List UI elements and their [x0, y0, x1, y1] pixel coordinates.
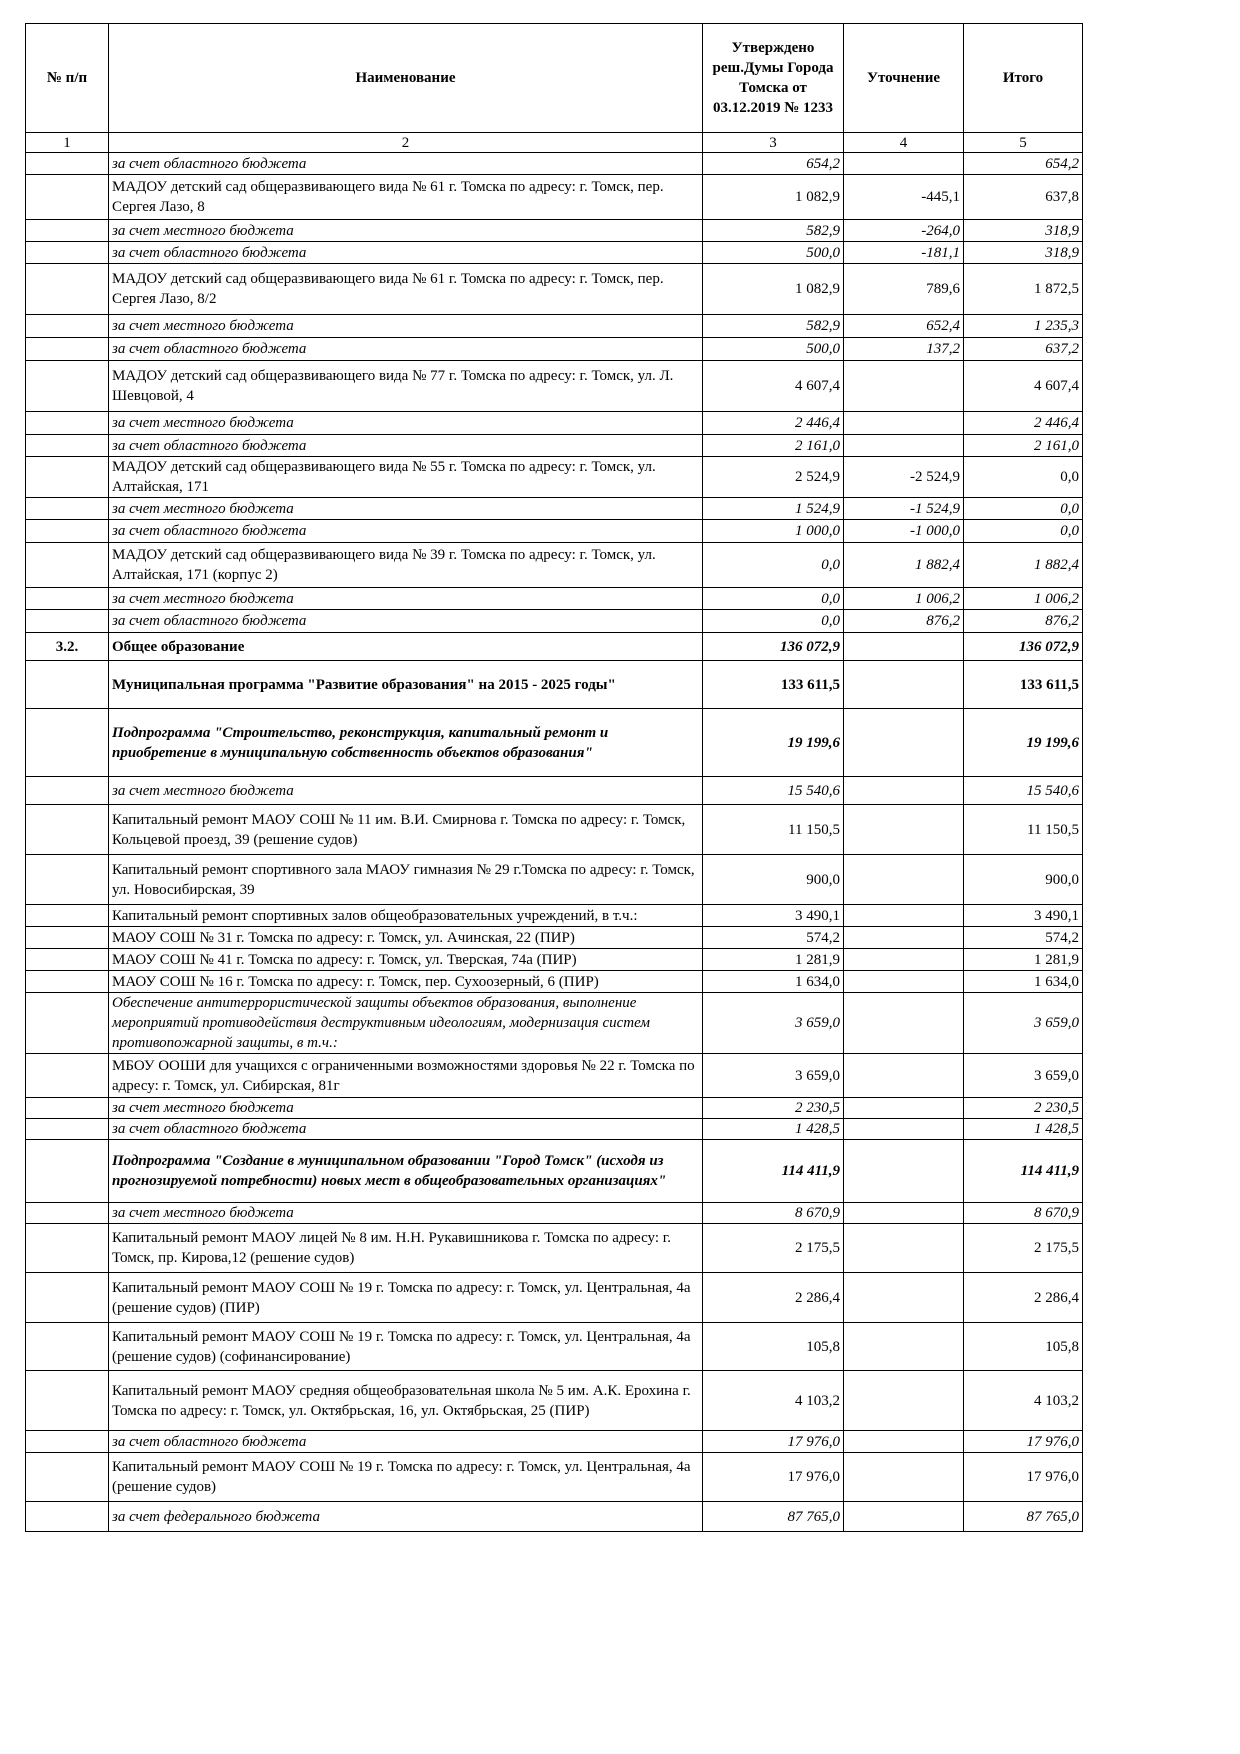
table-row	[26, 220, 1083, 242]
table-row	[26, 1453, 1083, 1502]
total-amount: 1 281,9	[964, 949, 1083, 971]
approved-amount: 574,2	[703, 927, 844, 949]
total-amount: 0,0	[964, 520, 1083, 543]
row-number	[26, 412, 109, 435]
row-name: Общее образование	[109, 633, 703, 661]
change-amount	[844, 1502, 964, 1532]
table-row	[26, 435, 1083, 457]
row-number	[26, 1431, 109, 1453]
table-row	[26, 1273, 1083, 1323]
approved-amount: 3 490,1	[703, 905, 844, 927]
approved-amount: 2 230,5	[703, 1098, 844, 1119]
row-number	[26, 1371, 109, 1431]
approved-amount: 2 161,0	[703, 435, 844, 457]
approved-amount: 1 000,0	[703, 520, 844, 543]
row-number	[26, 949, 109, 971]
row-number	[26, 520, 109, 543]
table-row	[26, 264, 1083, 315]
change-amount: 789,6	[844, 264, 964, 315]
total-amount: 2 175,5	[964, 1224, 1083, 1273]
total-amount: 1 882,4	[964, 543, 1083, 588]
total-amount: 114 411,9	[964, 1140, 1083, 1203]
table-row	[26, 927, 1083, 949]
total-amount: 1 235,3	[964, 315, 1083, 338]
row-number	[26, 1203, 109, 1224]
row-number	[26, 153, 109, 175]
approved-amount: 1 281,9	[703, 949, 844, 971]
total-amount: 17 976,0	[964, 1431, 1083, 1453]
table-row	[26, 153, 1083, 175]
table-row	[26, 1054, 1083, 1098]
approved-amount: 3 659,0	[703, 993, 844, 1054]
row-number	[26, 971, 109, 993]
total-amount: 2 446,4	[964, 412, 1083, 435]
approved-amount: 2 175,5	[703, 1224, 844, 1273]
total-amount: 900,0	[964, 855, 1083, 905]
change-amount	[844, 1054, 964, 1098]
total-amount: 318,9	[964, 220, 1083, 242]
table-row	[26, 1119, 1083, 1140]
approved-amount: 500,0	[703, 242, 844, 264]
approved-amount: 15 540,6	[703, 777, 844, 805]
change-amount	[844, 153, 964, 175]
row-number	[26, 435, 109, 457]
table-row	[26, 1323, 1083, 1371]
row-name: МАДОУ детский сад общеразвивающего вида № 77 г. Томска по адресу: г. Томск, ул. Л. Шевцовой, 4	[109, 361, 703, 412]
table-row	[26, 777, 1083, 805]
total-amount: 1 634,0	[964, 971, 1083, 993]
row-number	[26, 543, 109, 588]
table-row	[26, 709, 1083, 777]
row-number	[26, 175, 109, 220]
table-row	[26, 361, 1083, 412]
header-approved: Утверждено реш.Думы Города Томска от 03.12.2019 № 1233	[703, 24, 844, 133]
table-row	[26, 610, 1083, 633]
total-amount: 1 872,5	[964, 264, 1083, 315]
row-name: за счет областного бюджета	[109, 435, 703, 457]
change-amount	[844, 1273, 964, 1323]
row-name: Капитальный ремонт МАОУ средняя общеобразовательная школа № 5 им. А.К. Ерохина г. Томска по адресу: г. Томск, ул. Октябрьская, 16, ул. Октябрьская, 25 (ПИР)	[109, 1371, 703, 1431]
change-amount	[844, 661, 964, 709]
row-number	[26, 927, 109, 949]
table-row	[26, 498, 1083, 520]
total-amount: 19 199,6	[964, 709, 1083, 777]
row-number	[26, 498, 109, 520]
approved-amount: 8 670,9	[703, 1203, 844, 1224]
row-number	[26, 1119, 109, 1140]
change-amount	[844, 805, 964, 855]
row-name: Капитальный ремонт спортивных залов общеобразовательных учреждений, в т.ч.:	[109, 905, 703, 927]
row-number: 3.2.	[26, 633, 109, 661]
row-name: Капитальный ремонт МАОУ СОШ № 19 г. Томска по адресу: г. Томск, ул. Центральная, 4а (решение судов) (ПИР)	[109, 1273, 703, 1323]
approved-amount: 500,0	[703, 338, 844, 361]
approved-amount: 3 659,0	[703, 1054, 844, 1098]
total-amount: 318,9	[964, 242, 1083, 264]
approved-amount: 2 446,4	[703, 412, 844, 435]
approved-amount: 654,2	[703, 153, 844, 175]
row-number	[26, 1453, 109, 1502]
row-name: за счет областного бюджета	[109, 153, 703, 175]
row-number	[26, 610, 109, 633]
approved-amount: 4 607,4	[703, 361, 844, 412]
change-amount: -445,1	[844, 175, 964, 220]
table-row	[26, 905, 1083, 927]
table-row	[26, 993, 1083, 1054]
change-amount	[844, 709, 964, 777]
budget-table	[25, 23, 1083, 1532]
row-number	[26, 457, 109, 498]
total-amount: 8 670,9	[964, 1203, 1083, 1224]
table-row	[26, 412, 1083, 435]
row-name: за счет областного бюджета	[109, 610, 703, 633]
change-amount	[844, 1224, 964, 1273]
row-number	[26, 1098, 109, 1119]
row-name: за счет областного бюджета	[109, 1119, 703, 1140]
table-row	[26, 1140, 1083, 1203]
row-name: МАДОУ детский сад общеразвивающего вида № 61 г. Томска по адресу: г. Томск, пер. Сергея Лазо, 8	[109, 175, 703, 220]
total-amount: 11 150,5	[964, 805, 1083, 855]
row-name: за счет областного бюджета	[109, 242, 703, 264]
row-name: за счет областного бюджета	[109, 1431, 703, 1453]
row-number	[26, 777, 109, 805]
change-amount	[844, 435, 964, 457]
row-number	[26, 1054, 109, 1098]
row-name: МАОУ СОШ № 41 г. Томска по адресу: г. Томск, ул. Тверская, 74а (ПИР)	[109, 949, 703, 971]
change-amount	[844, 361, 964, 412]
total-amount: 2 230,5	[964, 1098, 1083, 1119]
row-name: за счет областного бюджета	[109, 338, 703, 361]
total-amount: 637,2	[964, 338, 1083, 361]
header-change: Уточнение	[844, 24, 964, 133]
total-amount: 0,0	[964, 457, 1083, 498]
column-number: 3	[703, 133, 844, 153]
total-amount: 876,2	[964, 610, 1083, 633]
approved-amount: 2 524,9	[703, 457, 844, 498]
row-name: за счет федерального бюджета	[109, 1502, 703, 1532]
table-row	[26, 457, 1083, 498]
row-number	[26, 220, 109, 242]
row-name: МАДОУ детский сад общеразвивающего вида № 39 г. Томска по адресу: г. Томск, ул. Алтайская, 171 (корпус 2)	[109, 543, 703, 588]
table-row	[26, 1098, 1083, 1119]
change-amount	[844, 855, 964, 905]
change-amount	[844, 905, 964, 927]
total-amount: 1 428,5	[964, 1119, 1083, 1140]
row-name: Подпрограмма "Создание в муниципальном образовании "Город Томск" (исходя из прогнозируемой потребности) новых мест в общеобразовательных организациях"	[109, 1140, 703, 1203]
change-amount: 1 882,4	[844, 543, 964, 588]
table-row	[26, 949, 1083, 971]
change-amount: -1 524,9	[844, 498, 964, 520]
row-number	[26, 993, 109, 1054]
change-amount	[844, 777, 964, 805]
change-amount: -1 000,0	[844, 520, 964, 543]
approved-amount: 1 524,9	[703, 498, 844, 520]
row-name: за счет местного бюджета	[109, 315, 703, 338]
row-name: Подпрограмма "Строительство, реконструкция, капитальный ремонт и приобретение в муниципальную собственность объектов образования"	[109, 709, 703, 777]
approved-amount: 114 411,9	[703, 1140, 844, 1203]
table-row	[26, 855, 1083, 905]
column-number: 5	[964, 133, 1083, 153]
row-number	[26, 905, 109, 927]
total-amount: 3 490,1	[964, 905, 1083, 927]
table-row	[26, 520, 1083, 543]
row-name: Капитальный ремонт МАОУ СОШ № 19 г. Томска по адресу: г. Томск, ул. Центральная, 4а (решение судов) (софинансирование)	[109, 1323, 703, 1371]
approved-amount: 105,8	[703, 1323, 844, 1371]
column-number: 1	[26, 133, 109, 153]
table-row	[26, 175, 1083, 220]
approved-amount: 11 150,5	[703, 805, 844, 855]
change-amount	[844, 1323, 964, 1371]
table-row	[26, 1203, 1083, 1224]
row-number	[26, 588, 109, 610]
change-amount	[844, 1098, 964, 1119]
table-row	[26, 633, 1083, 661]
table-row	[26, 338, 1083, 361]
total-amount: 87 765,0	[964, 1502, 1083, 1532]
total-amount: 2 161,0	[964, 435, 1083, 457]
row-number	[26, 709, 109, 777]
total-amount: 654,2	[964, 153, 1083, 175]
change-amount: -2 524,9	[844, 457, 964, 498]
row-name: Капитальный ремонт МАОУ СОШ № 19 г. Томска по адресу: г. Томск, ул. Центральная, 4а (решение судов)	[109, 1453, 703, 1502]
row-number	[26, 1140, 109, 1203]
total-amount: 15 540,6	[964, 777, 1083, 805]
approved-amount: 1 634,0	[703, 971, 844, 993]
table-body	[26, 153, 1083, 1532]
row-name: МАДОУ детский сад общеразвивающего вида № 55 г. Томска по адресу: г. Томск, ул. Алтайская, 171	[109, 457, 703, 498]
row-number	[26, 1502, 109, 1532]
row-number	[26, 661, 109, 709]
change-amount: 876,2	[844, 610, 964, 633]
change-amount	[844, 949, 964, 971]
approved-amount: 19 199,6	[703, 709, 844, 777]
total-amount: 133 611,5	[964, 661, 1083, 709]
row-name: МАДОУ детский сад общеразвивающего вида № 61 г. Томска по адресу: г. Томск, пер. Сергея Лазо, 8/2	[109, 264, 703, 315]
approved-amount: 582,9	[703, 315, 844, 338]
row-number	[26, 1323, 109, 1371]
row-number	[26, 1224, 109, 1273]
row-name: Капитальный ремонт МАОУ лицей № 8 им. Н.Н. Рукавишникова г. Томска по адресу: г. Томск, пр. Кирова,12 (решение судов)	[109, 1224, 703, 1273]
row-name: за счет местного бюджета	[109, 1098, 703, 1119]
row-name: МБОУ ООШИ для учащихся с ограниченными возможностями здоровья № 22 г. Томска по адресу: г. Томск, ул. Сибирская, 81г	[109, 1054, 703, 1098]
change-amount	[844, 412, 964, 435]
approved-amount: 87 765,0	[703, 1502, 844, 1532]
total-amount: 637,8	[964, 175, 1083, 220]
approved-amount: 0,0	[703, 610, 844, 633]
column-number-row	[26, 133, 1083, 153]
change-amount	[844, 1371, 964, 1431]
row-number	[26, 855, 109, 905]
table-row	[26, 971, 1083, 993]
row-number	[26, 805, 109, 855]
change-amount	[844, 1203, 964, 1224]
change-amount: 652,4	[844, 315, 964, 338]
header-number: № п/п	[26, 24, 109, 133]
total-amount: 4 607,4	[964, 361, 1083, 412]
row-name: за счет местного бюджета	[109, 412, 703, 435]
table-row	[26, 661, 1083, 709]
row-name: за счет местного бюджета	[109, 777, 703, 805]
change-amount	[844, 1119, 964, 1140]
row-name: МАОУ СОШ № 16 г. Томска по адресу: г. Томск, пер. Сухоозерный, 6 (ПИР)	[109, 971, 703, 993]
table-row	[26, 805, 1083, 855]
row-number	[26, 264, 109, 315]
table-row	[26, 1502, 1083, 1532]
approved-amount: 17 976,0	[703, 1431, 844, 1453]
row-name: за счет местного бюджета	[109, 588, 703, 610]
total-amount: 1 006,2	[964, 588, 1083, 610]
row-number	[26, 242, 109, 264]
total-amount: 0,0	[964, 498, 1083, 520]
total-amount: 136 072,9	[964, 633, 1083, 661]
total-amount: 105,8	[964, 1323, 1083, 1371]
row-name: Капитальный ремонт спортивного зала МАОУ гимназия № 29 г.Томска по адресу: г. Томск, ул. Новосибирская, 39	[109, 855, 703, 905]
change-amount	[844, 633, 964, 661]
row-name: Обеспечение антитеррористической защиты объектов образования, выполнение мероприятий противодействия деструктивным идеологиям, модернизация систем противопожарной защиты, в т.ч.:	[109, 993, 703, 1054]
change-amount	[844, 1453, 964, 1502]
change-amount	[844, 1140, 964, 1203]
approved-amount: 136 072,9	[703, 633, 844, 661]
approved-amount: 0,0	[703, 543, 844, 588]
header-row	[26, 24, 1083, 133]
row-number	[26, 361, 109, 412]
table-row	[26, 588, 1083, 610]
total-amount: 17 976,0	[964, 1453, 1083, 1502]
approved-amount: 1 082,9	[703, 264, 844, 315]
approved-amount: 900,0	[703, 855, 844, 905]
change-amount: -181,1	[844, 242, 964, 264]
approved-amount: 582,9	[703, 220, 844, 242]
total-amount: 3 659,0	[964, 993, 1083, 1054]
table-row	[26, 543, 1083, 588]
header-total: Итого	[964, 24, 1083, 133]
approved-amount: 4 103,2	[703, 1371, 844, 1431]
approved-amount: 2 286,4	[703, 1273, 844, 1323]
approved-amount: 0,0	[703, 588, 844, 610]
row-name: за счет местного бюджета	[109, 220, 703, 242]
change-amount: 137,2	[844, 338, 964, 361]
change-amount: 1 006,2	[844, 588, 964, 610]
row-name: МАОУ СОШ № 31 г. Томска по адресу: г. Томск, ул. Ачинская, 22 (ПИР)	[109, 927, 703, 949]
approved-amount: 1 428,5	[703, 1119, 844, 1140]
table-row	[26, 1224, 1083, 1273]
change-amount	[844, 1431, 964, 1453]
row-number	[26, 338, 109, 361]
approved-amount: 133 611,5	[703, 661, 844, 709]
total-amount: 574,2	[964, 927, 1083, 949]
row-name: за счет местного бюджета	[109, 1203, 703, 1224]
header-name: Наименование	[109, 24, 703, 133]
table-row	[26, 315, 1083, 338]
total-amount: 4 103,2	[964, 1371, 1083, 1431]
row-name: Муниципальная программа "Развитие образования" на 2015 - 2025 годы"	[109, 661, 703, 709]
table-row	[26, 1431, 1083, 1453]
total-amount: 3 659,0	[964, 1054, 1083, 1098]
row-name: Капитальный ремонт МАОУ СОШ № 11 им. В.И. Смирнова г. Томска по адресу: г. Томск, Кольцевой проезд, 39 (решение судов)	[109, 805, 703, 855]
approved-amount: 17 976,0	[703, 1453, 844, 1502]
table-row	[26, 1371, 1083, 1431]
table-row	[26, 242, 1083, 264]
column-number: 4	[844, 133, 964, 153]
approved-amount: 1 082,9	[703, 175, 844, 220]
row-number	[26, 315, 109, 338]
change-amount	[844, 927, 964, 949]
row-name: за счет областного бюджета	[109, 520, 703, 543]
total-amount: 2 286,4	[964, 1273, 1083, 1323]
change-amount: -264,0	[844, 220, 964, 242]
row-number	[26, 1273, 109, 1323]
row-name: за счет местного бюджета	[109, 498, 703, 520]
change-amount	[844, 971, 964, 993]
column-number: 2	[109, 133, 703, 153]
change-amount	[844, 993, 964, 1054]
